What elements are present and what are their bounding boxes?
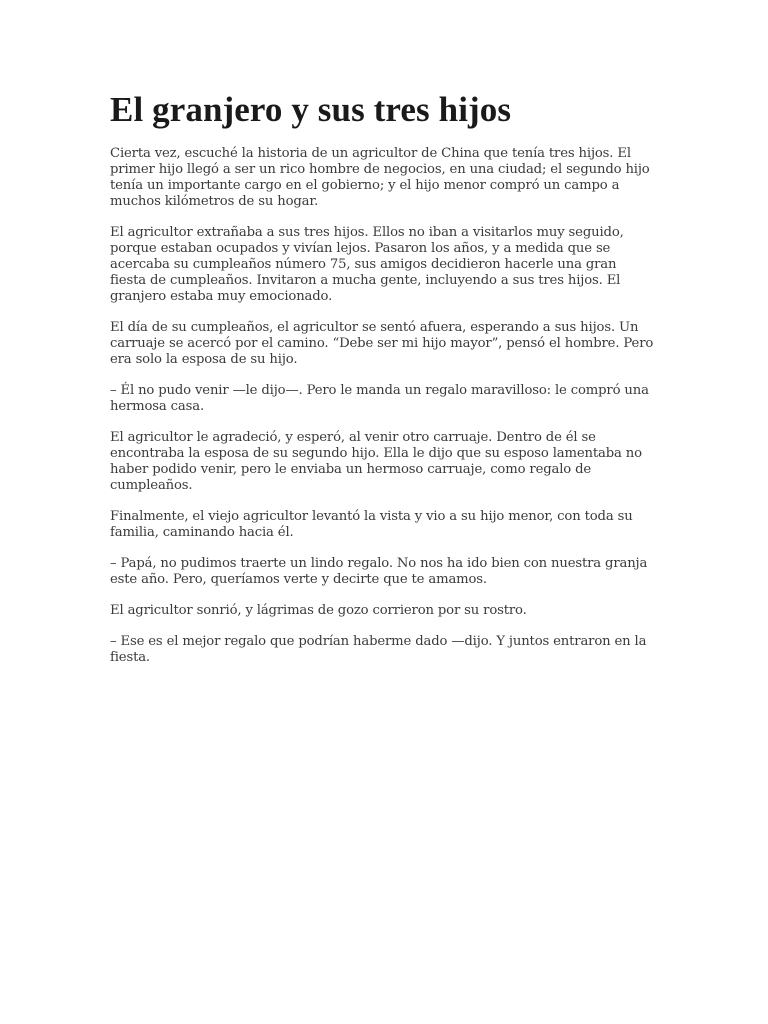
paragraph: Finalmente, el viejo agricultor levantó la vista y vio a su hijo menor, con toda su familia, caminando hacia él. <box>110 509 633 540</box>
paragraph: – Papá, no pudimos traerte un lindo regalo. No nos ha ido bien con nuestra granja este año. Pero, queríamos verte y decirte que te amamos. <box>110 556 648 587</box>
document-content <box>110 88 655 681</box>
paragraph: El agricultor le agradeció, y esperó, al venir otro carruaje. Dentro de él se encontraba la esposa de su segundo hijo. Ella le dijo que su esposo lamentaba no haber podido venir, pero le enviaba un hermoso carruaje, como regalo de cumpleaños. <box>110 430 642 493</box>
paragraph: Cierta vez, escuché la historia de un agricultor de China que tenía tres hijos. El primer hijo llegó a ser un rico hombre de negocios, en una ciudad; el segundo hijo tenía un importante cargo en el gobierno; y el hijo menor compró un campo a muchos kilómetros de su hogar. <box>110 146 650 209</box>
paragraph: El agricultor extrañaba a sus tres hijos. Ellos no iban a visitarlos muy seguido, porque estaban ocupados y vivían lejos. Pasaron los años, y a medida que se acercaba su cumpleaños número 75, sus amigos decidieron hacerle una gran fiesta de cumpleaños. Invitaron a mucha gente, incluyendo a sus tres hijos. El granjero estaba muy emocionado. <box>110 225 624 304</box>
paragraph: El día de su cumpleaños, el agricultor se sentó afuera, esperando a sus hijos. Un carruaje se acercó por el camino. “Debe ser mi hijo mayor”, pensó el hombre. Pero era solo la esposa de su hijo. <box>110 320 654 367</box>
document-title: El granjero y sus tres hijos <box>110 90 512 129</box>
paragraph: – Ese es el mejor regalo que podrían haberme dado —dijo. Y juntos entraron en la fiesta. <box>110 634 647 665</box>
paragraph: – Él no pudo venir —le dijo—. Pero le manda un regalo maravilloso: le compró una hermosa casa. <box>110 383 649 414</box>
paragraph: El agricultor sonrió, y lágrimas de gozo corrieron por su rostro. <box>110 603 527 618</box>
